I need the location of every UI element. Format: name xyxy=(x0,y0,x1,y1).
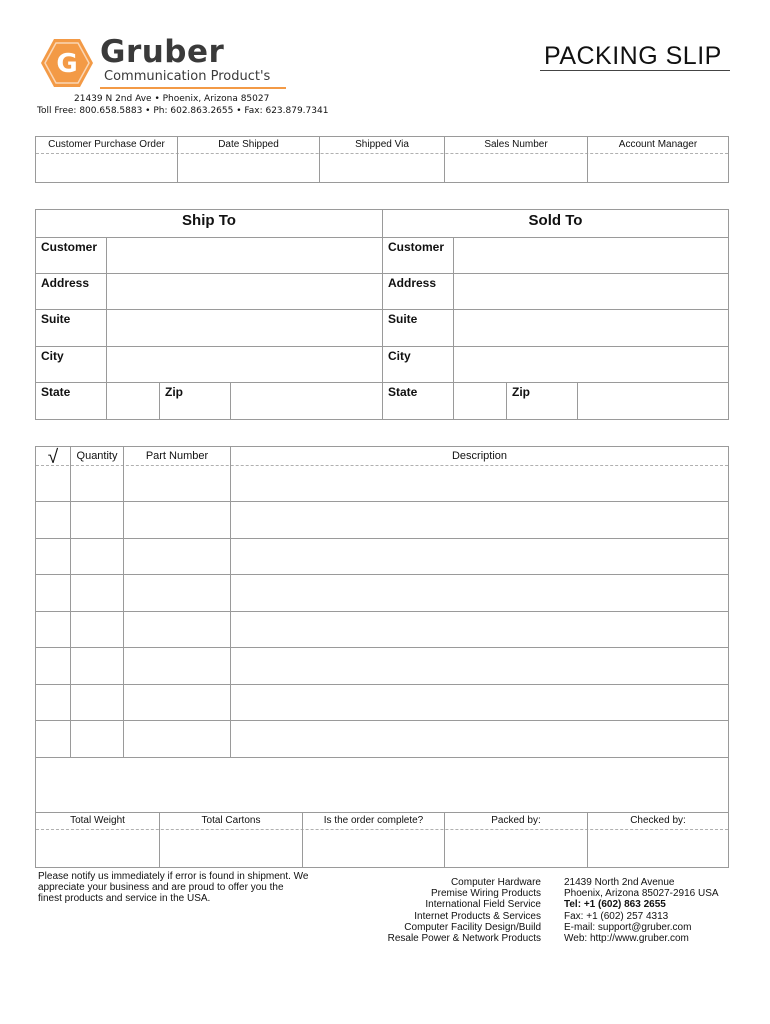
col-checked-by: Checked by: xyxy=(630,815,686,826)
page-title: PACKING SLIP xyxy=(544,42,722,70)
contact-city: Phoenix, Arizona 85027-2916 USA xyxy=(564,888,719,900)
footer-services xyxy=(330,877,541,944)
divider xyxy=(36,309,728,310)
divider xyxy=(36,237,728,238)
tagline-rule xyxy=(100,87,286,89)
total-cartons-field[interactable] xyxy=(161,831,301,866)
col-description: Description xyxy=(451,450,508,462)
divider xyxy=(106,238,107,419)
service-item: Computer Facility Design/Build xyxy=(404,921,541,933)
col-account-manager: Account Manager xyxy=(618,139,698,150)
ship-to-state-field[interactable] xyxy=(108,384,158,418)
divider xyxy=(36,273,728,274)
divider xyxy=(36,829,728,830)
col-total-cartons: Total Cartons xyxy=(201,815,261,826)
ship-to-address-label: Address xyxy=(41,276,90,290)
ship-to-heading: Ship To xyxy=(182,212,236,229)
contact-email: E-mail: support@gruber.com xyxy=(564,921,692,933)
sold-to-zip-field[interactable] xyxy=(579,384,727,418)
account-manager-field[interactable] xyxy=(589,155,727,181)
notice-line: appreciate your business and are proud to offer you the xyxy=(38,882,284,894)
table-row[interactable] xyxy=(36,685,728,720)
shipped-via-field[interactable] xyxy=(321,155,443,181)
col-packed-by: Packed by: xyxy=(491,815,541,826)
divider xyxy=(577,383,578,419)
contact-fax: Fax: +1 (602) 257 4313 xyxy=(564,910,669,922)
check-mark-icon: √ xyxy=(47,447,59,468)
sold-to-address-field[interactable] xyxy=(455,275,727,308)
divider xyxy=(506,383,507,419)
footer-notice xyxy=(38,871,338,905)
sold-to-suite-label: Suite xyxy=(388,312,418,326)
customer-po-field[interactable] xyxy=(37,155,176,181)
divider xyxy=(230,383,231,419)
sales-number-field[interactable] xyxy=(446,155,586,181)
ship-to-zip-label: Zip xyxy=(165,385,183,399)
company-address: 21439 N 2nd Ave • Phoenix, Arizona 85027 xyxy=(74,94,270,104)
sold-to-suite-field[interactable] xyxy=(455,311,727,345)
col-date-shipped: Date Shipped xyxy=(218,139,279,150)
title-rule xyxy=(540,70,730,71)
divider xyxy=(36,812,728,813)
sold-to-zip-label: Zip xyxy=(512,385,530,399)
sold-to-heading: Sold To xyxy=(528,212,583,229)
table-row[interactable] xyxy=(36,721,728,757)
ship-to-suite-field[interactable] xyxy=(108,311,381,345)
sold-to-city-label: City xyxy=(388,349,411,363)
contact-tel: Tel: +1 (602) 863 2655 xyxy=(564,899,666,911)
service-item: Computer Hardware xyxy=(450,877,541,888)
contact-address: 21439 North 2nd Avenue xyxy=(564,877,675,888)
service-item: Resale Power & Network Products xyxy=(387,933,541,945)
sold-to-state-field[interactable] xyxy=(455,384,505,418)
company-tagline: Communication Product's xyxy=(104,69,271,84)
sold-to-customer-field[interactable] xyxy=(455,239,727,272)
total-weight-field[interactable] xyxy=(37,831,158,866)
footer-contact xyxy=(564,877,764,944)
company-contact: Toll Free: 800.658.5883 • Ph: 602.863.2655 • Fax: 623.879.7341 xyxy=(37,106,329,116)
sold-to-customer-label: Customer xyxy=(388,240,445,254)
col-quantity: Quantity xyxy=(76,450,118,462)
ship-to-address-field[interactable] xyxy=(108,275,381,308)
ship-to-customer-label: Customer xyxy=(41,240,98,254)
divider xyxy=(159,383,160,419)
service-item: Internet Products & Services xyxy=(414,910,541,922)
table-row[interactable] xyxy=(36,612,728,647)
ship-to-suite-label: Suite xyxy=(41,312,71,326)
sold-to-address-label: Address xyxy=(388,276,437,290)
table-row[interactable] xyxy=(36,539,728,574)
service-item: Premise Wiring Products xyxy=(430,888,541,900)
company-name: Gruber xyxy=(100,34,225,70)
checked-by-field[interactable] xyxy=(589,831,727,866)
contact-web: Web: http://www.gruber.com xyxy=(564,933,689,945)
notice-line: Please notify us immediately if error is found in shipment. We xyxy=(38,871,309,882)
ship-to-city-field[interactable] xyxy=(108,348,381,381)
sold-to-state-label: State xyxy=(388,385,418,399)
date-shipped-field[interactable] xyxy=(179,155,318,181)
col-total-weight: Total Weight xyxy=(70,815,125,826)
divider xyxy=(36,757,728,758)
ship-to-customer-field[interactable] xyxy=(108,239,381,272)
divider xyxy=(453,238,454,419)
col-sales-number: Sales Number xyxy=(484,139,548,150)
col-customer-po: Customer Purchase Order xyxy=(48,139,165,150)
table-row[interactable] xyxy=(36,502,728,538)
ship-to-city-label: City xyxy=(41,349,64,363)
divider xyxy=(36,382,728,383)
packed-by-field[interactable] xyxy=(446,831,586,866)
order-complete-field[interactable] xyxy=(304,831,443,866)
svg-text:G: G xyxy=(56,49,78,79)
col-order-complete: Is the order complete? xyxy=(323,815,424,826)
col-part-number: Part Number xyxy=(145,450,209,462)
divider xyxy=(36,153,728,154)
ship-to-state-label: State xyxy=(41,385,71,399)
ship-to-zip-field[interactable] xyxy=(232,384,381,418)
col-shipped-via: Shipped Via xyxy=(355,139,409,150)
table-row[interactable] xyxy=(36,466,728,501)
sold-to-city-field[interactable] xyxy=(455,348,727,381)
gruber-logo-icon xyxy=(40,37,94,89)
divider xyxy=(36,346,728,347)
table-row[interactable] xyxy=(36,575,728,611)
notice-line: finest products and service in the USA. xyxy=(38,893,211,905)
service-item: International Field Service xyxy=(425,899,541,911)
divider xyxy=(382,210,383,419)
table-row[interactable] xyxy=(36,648,728,684)
